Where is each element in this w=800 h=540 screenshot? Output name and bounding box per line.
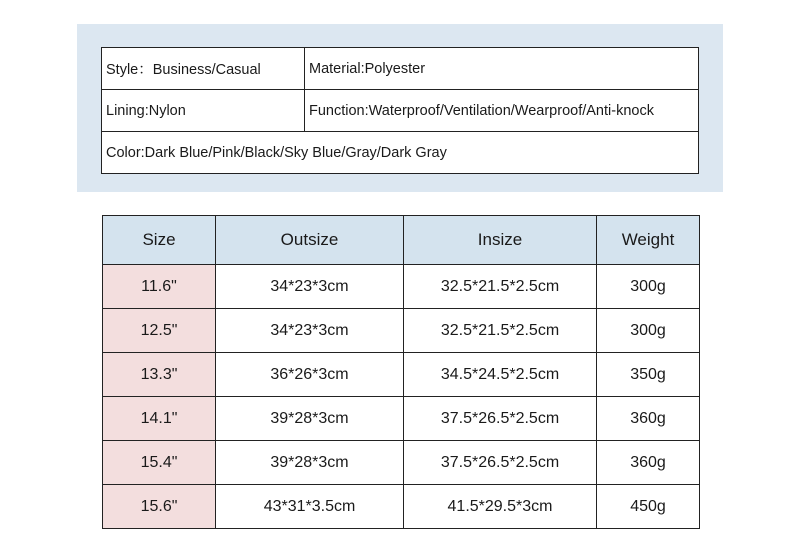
outsize-cell: 34*23*3cm <box>216 265 404 309</box>
outsize-cell: 36*26*3cm <box>216 353 404 397</box>
table-row <box>103 397 700 441</box>
spec-row <box>102 48 699 90</box>
outsize-cell: 39*28*3cm <box>216 441 404 485</box>
table-row <box>103 441 700 485</box>
table-row <box>103 353 700 397</box>
size-cell: 15.6" <box>103 485 216 529</box>
insize-cell: 37.5*26.5*2.5cm <box>404 397 597 441</box>
size-cell: 14.1" <box>103 397 216 441</box>
weight-cell: 450g <box>597 485 700 529</box>
spec-lining: Lining:Nylon <box>102 90 305 132</box>
spec-style: Style：Business/Casual <box>102 48 305 90</box>
weight-cell: 300g <box>597 309 700 353</box>
outsize-cell: 34*23*3cm <box>216 309 404 353</box>
insize-cell: 34.5*24.5*2.5cm <box>404 353 597 397</box>
weight-cell: 360g <box>597 397 700 441</box>
outsize-cell: 39*28*3cm <box>216 397 404 441</box>
weight-cell: 300g <box>597 265 700 309</box>
spec-table <box>101 47 699 174</box>
table-row <box>103 309 700 353</box>
size-cell: 15.4" <box>103 441 216 485</box>
header-size: Size <box>103 216 216 265</box>
spec-row <box>102 90 699 132</box>
spec-row <box>102 132 699 174</box>
spec-color: Color:Dark Blue/Pink/Black/Sky Blue/Gray/Dark Gray <box>102 132 699 174</box>
insize-cell: 41.5*29.5*3cm <box>404 485 597 529</box>
size-cell: 11.6" <box>103 265 216 309</box>
weight-cell: 350g <box>597 353 700 397</box>
insize-cell: 37.5*26.5*2.5cm <box>404 441 597 485</box>
spec-function: Function:Waterproof/Ventilation/Wearproof/Anti-knock <box>305 90 699 132</box>
header-outsize: Outsize <box>216 216 404 265</box>
weight-cell: 360g <box>597 441 700 485</box>
insize-cell: 32.5*21.5*2.5cm <box>404 309 597 353</box>
outsize-cell: 43*31*3.5cm <box>216 485 404 529</box>
insize-cell: 32.5*21.5*2.5cm <box>404 265 597 309</box>
size-cell: 12.5" <box>103 309 216 353</box>
header-weight: Weight <box>597 216 700 265</box>
size-table <box>102 215 700 529</box>
size-cell: 13.3" <box>103 353 216 397</box>
header-insize: Insize <box>404 216 597 265</box>
size-table-header-row <box>103 216 700 265</box>
table-row <box>103 485 700 529</box>
table-row <box>103 265 700 309</box>
spec-material: Material:Polyester <box>305 48 699 90</box>
